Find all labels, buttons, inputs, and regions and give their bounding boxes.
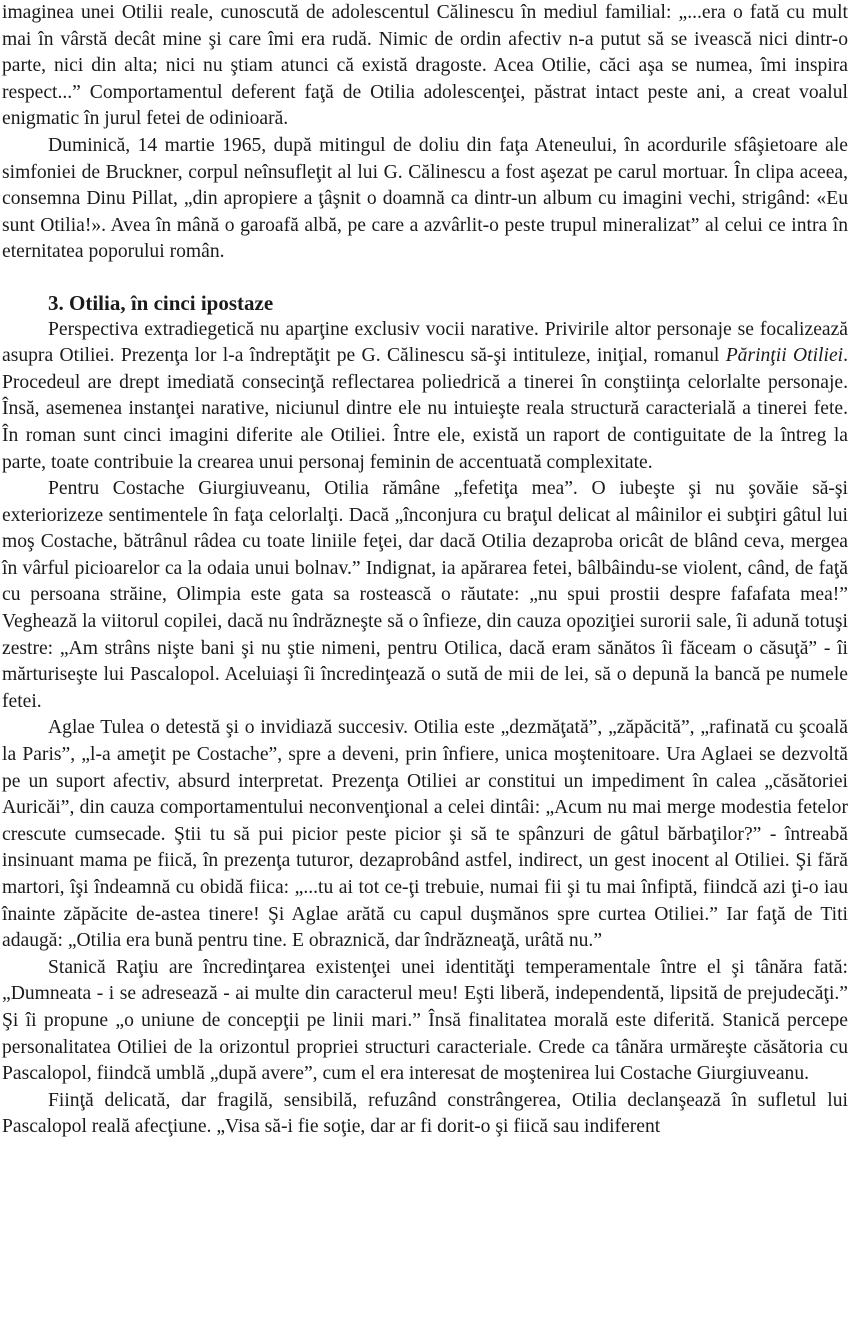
text-run: Perspectiva extradiegetică nu aparţine exclusiv vocii narative. Privirile altor personaje se focalizează asupra Otiliei. Prezenţa lor l-a îndreptăţit pe G. Călinescu să-şi intituleze, iniţial, romanul [2,318,848,367]
text-run: . Procedeul are drept imediată consecinţă reflectarea poliedrică a tinerei în conştiinţa celorlalte personaje. Însă, asemenea instanţei narative, niciunul dintre ele nu intuieşte reala structură caracterială a tinerei fete. În roman sunt cinci imagini diferite ale Otiliei. Între ele, există un raport de contiguitate de la întreg la parte, toate contribuie la crearea unui personaj feminin de accentuată complexitate. [2,345,848,473]
paragraph-funeral: Duminică, 14 martie 1965, după mitingul de doliu din faţa Ateneului, în acordurile sfâşietoare ale simfoniei de Bruckner, corpul neînsufleţit al lui G. Călinescu a fost aşezat pe carul mortuar. În clipa aceea, consemna Dinu Pillat, „din apropiere a ţâşnit o doamnă ca dintr-un album cu imagini vechi, strigând: «Eu sunt Otilia!». Avea în mână o garoafă albă, pe care a azvârlit-o peste trupul mineralizat” al celui ce intra în eternitatea poporului român. [2,134,848,263]
section-heading: 3. Otilia, în cinci ipostaze [48,290,274,315]
italic-title: Părinţii Otiliei [725,345,844,367]
paragraph-continuation: imaginea unei Otilii reale, cunoscută de adolescentul Călinescu în mediul familial: „...era o fată cu mult mai în vârstă decât mine şi care îmi era rudă. Nimic de ordin afectiv n-a putut să se ivească nici dintr-o parte, nici din alta; nici nu ştiam atunci că există dragoste. Acea Otilie, căci aşa se numea, îmi inspira respect...” Comportamentul deferent faţă de Otilia adolescenţei, păstrat intact peste ani, a creat voalul enigmatic în jurul fetei de odinioară. [2,2,848,130]
paragraph-aglae: Aglae Tulea o detestă şi o invidiază succesiv. Otilia este „dezmăţată”, „zăpăcită”, „rafinată cu şcoală la Paris”, „l-a ameţit pe Costache”, spre a deveni, prin înfiere, unica moştenitoare. Ura Aglaei se dezvoltă pe un suport afectiv, absurd interpretat. Prezenţa Otiliei ar constitui un impediment în calea „căsătoriei Auricăi”, din cauza comportamentului neconvenţional a celei dintâi: „Acum nu mai merge modestia fetelor crescute cumsecade. Ştii tu să pui picior peste picior şi să te spânzuri de gâtul bărbaţilor?” - întreabă insinuant mama pe fiică, în prezenţa tuturor, dezaprobând astfel, indirect, un gest inocent al Otiliei. Şi fără martori, îşi îndeamnă cu obidă fiica: „...tu ai tot ce-ţi trebuie, numai fii şi tu mai înfiptă, fiindcă azi ţi-o iau înainte zăpăcite de-astea tinere! Şi Aglae arătă cu capul duşmănos spre curtea Otiliei.” Iar faţă de Titi adaugă: „Otilia era bună pentru tine. E obraznică, dar îndrăzneaţă, urâtă nu.” [2,717,848,952]
paragraph-perspective [2,317,848,477]
paragraph-stanica: Stanică Raţiu are încredinţarea existenţei unei identităţi temperamentale între el şi tânăra fată: „Dumneata - i se adresează - ai multe din caracterul meu! Eşti liberă, independentă, lipsită de prejudecăţi.” Şi îi propune „o uniune de concepţii pe linii mari.” Însă finalitatea morală este diferită. Stanică percepe personalitatea Otiliei de la orizontul propriei structuri caracteriale. Crede ca tânăra urmăreşte căsătoria cu Pascalopol, fiindcă umblă „după avere”, cum el era interesat de moştenirea lui Costache Giurgiuveanu. [2,956,848,1085]
paragraph-pascalopol: Fiinţă delicată, dar fragilă, sensibilă, refuzând constrângerea, Otilia declanşează în sufletul lui Pascalopol reală afecţiune. „Visa să-i fie soţie, dar ar fi dorit-o şi fiică sau indiferent [2,1089,848,1138]
paragraph-costache: Pentru Costache Giurgiuveanu, Otilia rămâne „fefetiţa mea”. O iubeşte şi nu şovăie să-şi exteriorizeze sentimentele în faţa celorlalţi. Dacă „înconjura cu braţul delicat al mâinilor ei subţiri gâtul lui moş Costache, bătrânul râdea cu toate liniile feţei, dar dacă Otilia dezaproba oricât de blând ceva, mergea în vârful picioarelor ca la odaia unui bolnav.” Indignat, ia apărarea fetei, bâlbâindu-se violent, când, de faţă cu persoana străine, Olimpia este gata sa rostească o răutate: „nu spui prostii despre fafafata mea!” Veghează la viitorul copilei, dacă nu îndrăzneşte să o înfieze, din cauza opoziţiei surorii sale, îi adună totuşi zestre: „Am strâns nişte bani şi nu ştie nimeni, pentru Otilica, dacă eram sănătos îi făceam o căsuţă” - îi mărturiseşte lui Pascalopol. Aceluiaşi îi încredinţează o sută de mii de lei, să o depună la bancă pe numele fetei. [2,478,848,712]
